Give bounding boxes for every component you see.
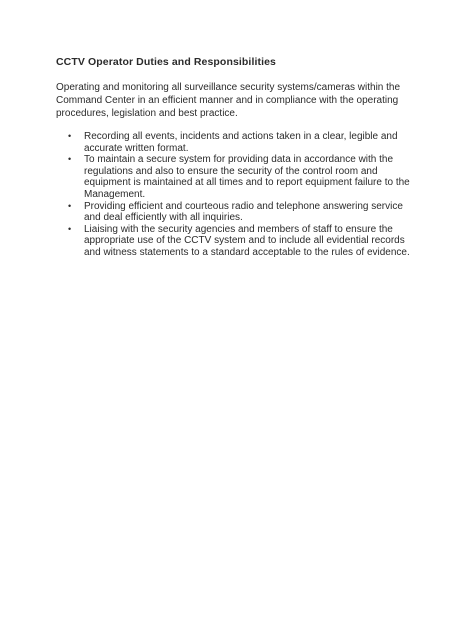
list-item <box>56 131 416 154</box>
duty-text: Recording all events, incidents and actions taken in a clear, legible and accurate written format. <box>84 131 398 154</box>
duty-text: Providing efficient and courteous radio and telephone answering service and deal efficiently with all inquiries. <box>84 200 403 224</box>
duties-list <box>56 131 416 259</box>
bullet-icon: • <box>68 131 72 141</box>
bullet-icon: • <box>68 154 72 165</box>
duty-text: Liaising with the security agencies and members of staff to ensure the appropriate use of the CCTV system and to include all evidential records and witness statements to a standard acceptable to the rules of evidence. <box>84 223 410 258</box>
bullet-icon: • <box>68 223 72 234</box>
list-item <box>56 154 416 200</box>
duty-text: To maintain a secure system for providing data in accordance with the regulations and also to ensure the security of the control room and equipment is maintained at all times and to report equipment failure to the Management. <box>84 154 410 200</box>
document-page <box>56 56 416 259</box>
document-title: CCTV Operator Duties and Responsibilities <box>56 56 276 68</box>
intro-paragraph: Operating and monitoring all surveillance security systems/cameras within the Command Center in an efficient manner and in compliance with the operating procedures, legislation and best practice. <box>56 82 401 119</box>
list-item <box>56 224 416 259</box>
bullet-icon: • <box>68 200 72 211</box>
list-item <box>56 201 416 224</box>
